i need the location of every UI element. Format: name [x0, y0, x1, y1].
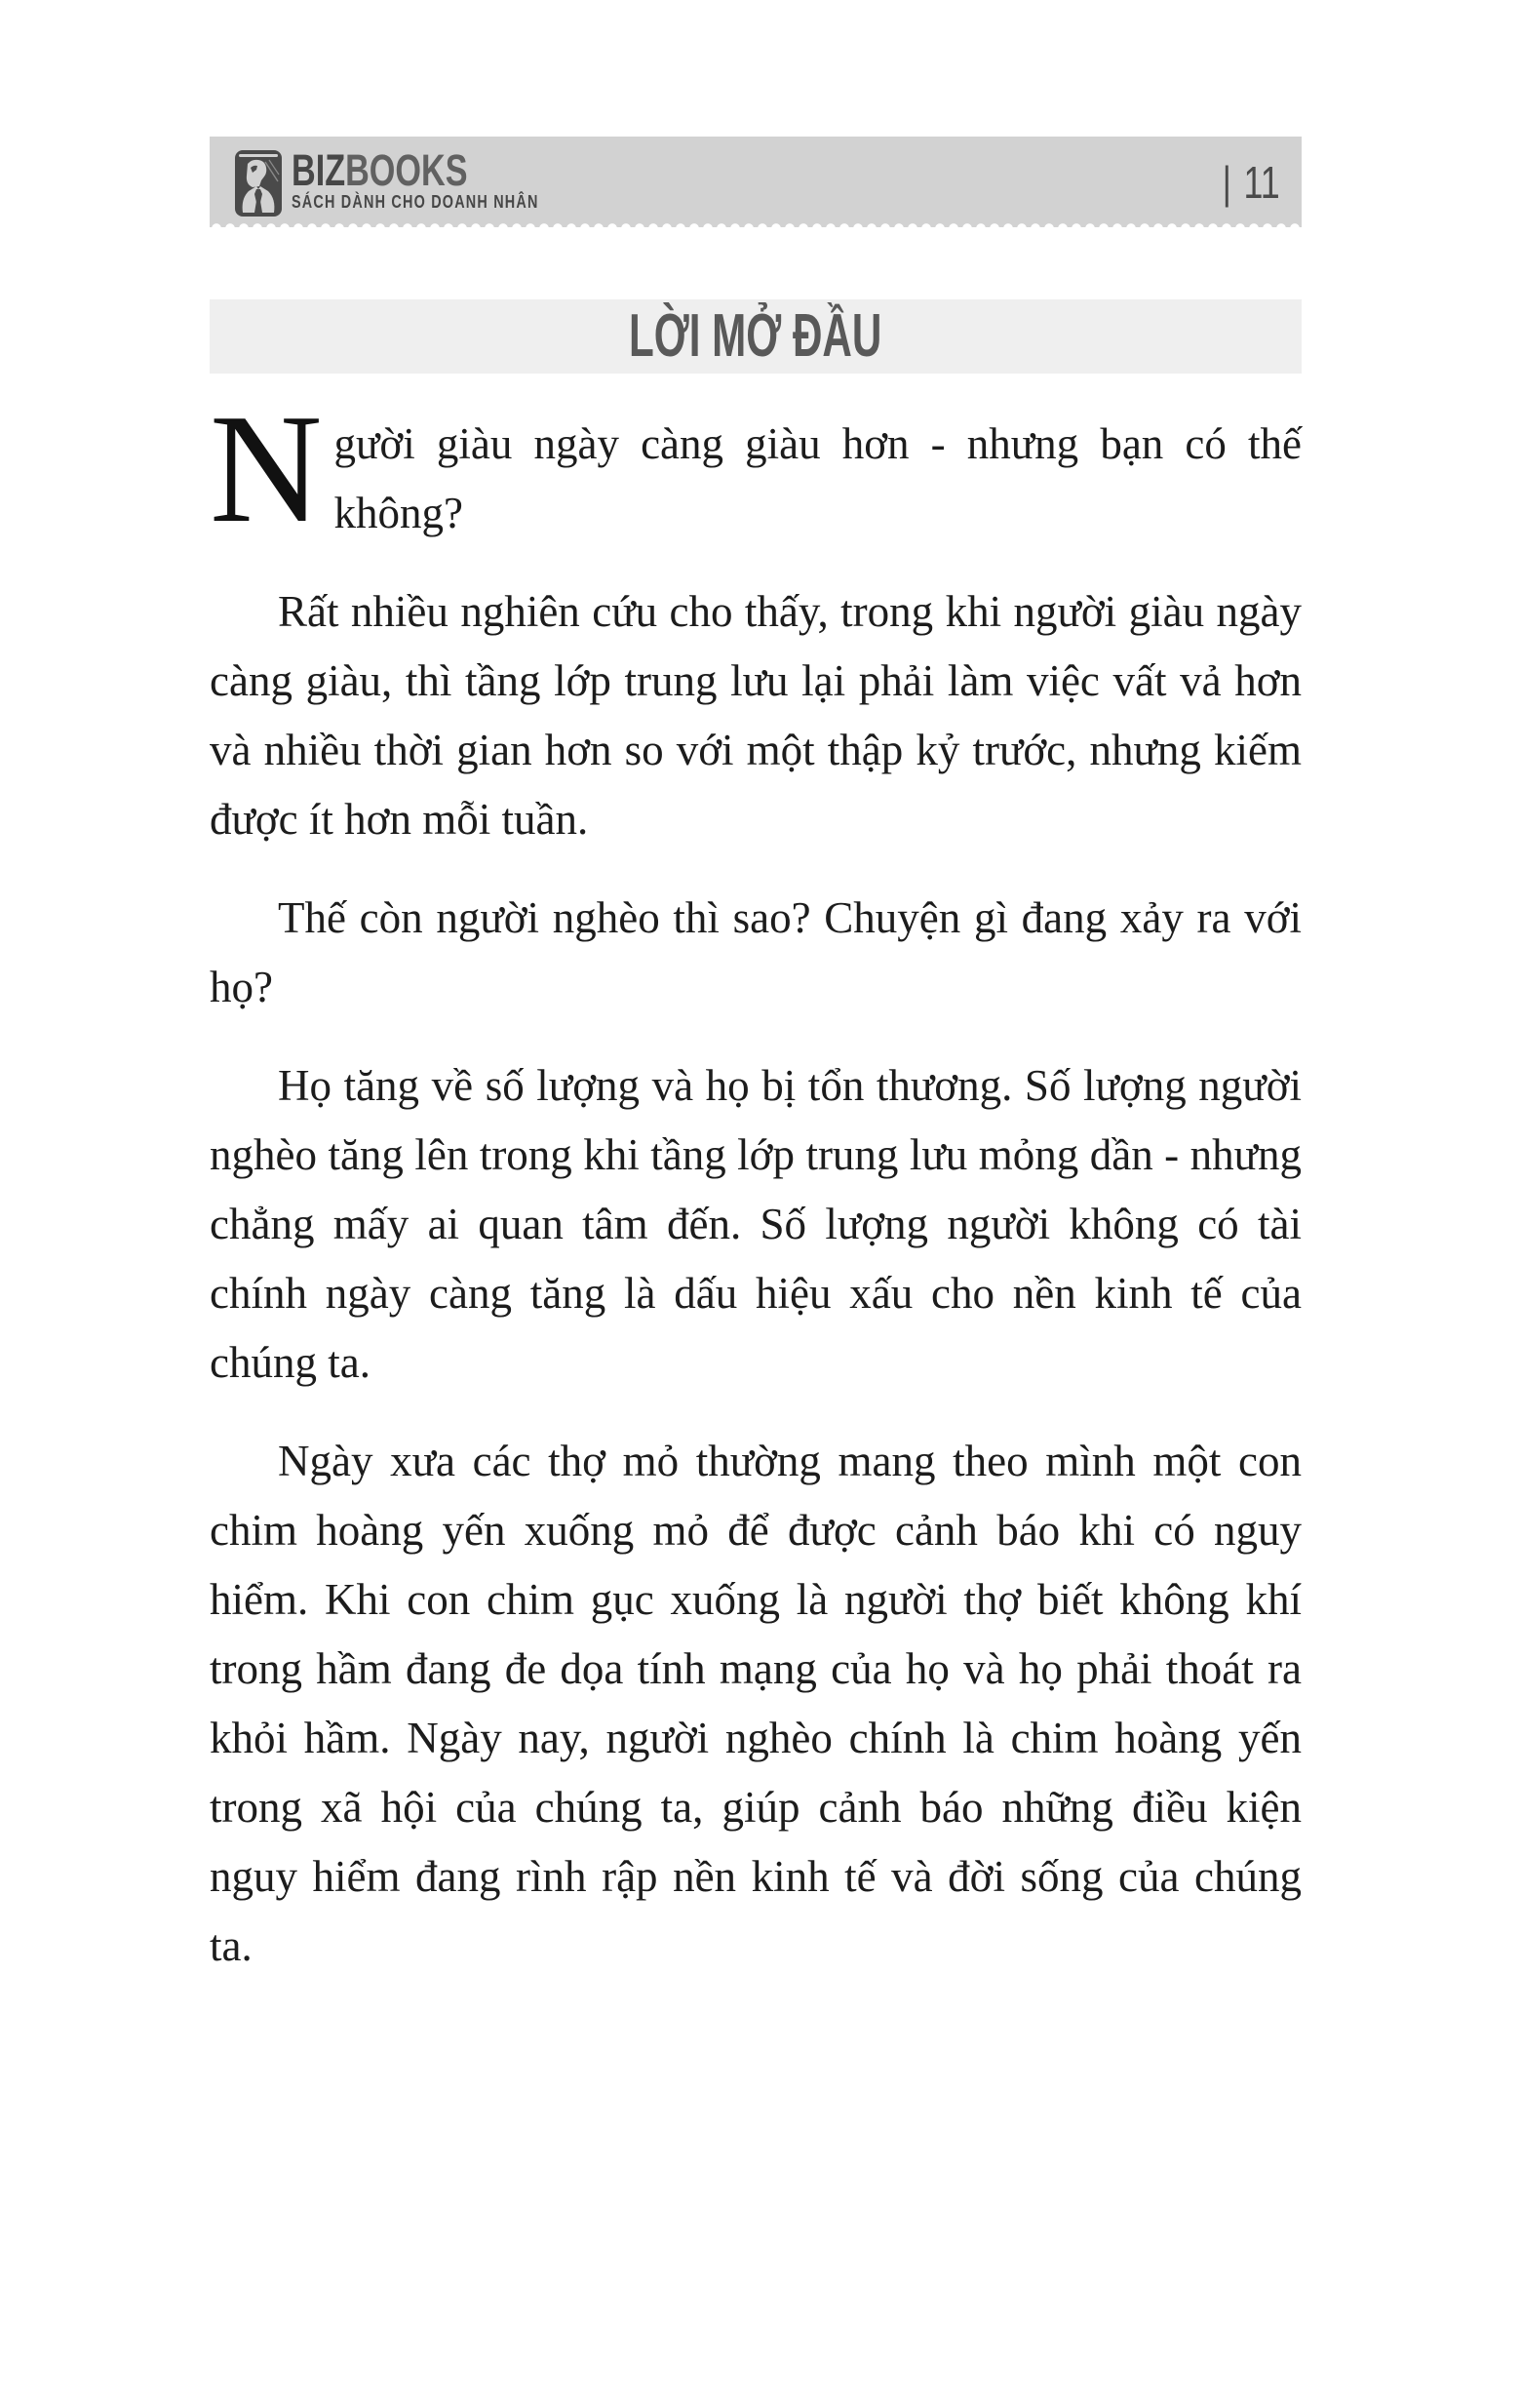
brand-bold: BIZ: [292, 145, 346, 195]
paragraph: Rất nhiều nghiên cứu cho thấy, trong khi người giàu ngày càng giàu, thì tầng lớp trung lưu lại phải làm việc vất vả hơn và nhiều thời gian hơn so với một thập kỷ trước, nhưng kiếm được ít hơn mỗi tuần.: [210, 587, 1302, 844]
businessman-book-icon: [235, 148, 282, 217]
page-number-separator: |: [1222, 156, 1232, 208]
body-text: [210, 381, 1302, 2010]
paragraph: Ngày xưa các thợ mỏ thường mang theo mình một con chim hoàng yến xuống mỏ để được cảnh báo khi có nguy hiểm. Khi con chim gục xuống là người thợ biết không khí trong hầm đang đe dọa tính mạng của họ và họ phải thoát ra khỏi hầm. Ngày nay, người nghèo chính là chim hoàng yến trong xã hội của chúng ta, giúp cảnh báo những điều kiện nguy hiểm đang rình rập nền kinh tế và đời sống của chúng ta.: [210, 1437, 1302, 1970]
section-title: LỜI MỞ ĐẦU: [629, 302, 882, 370]
page-number: [1223, 137, 1280, 227]
section-title-banner: [210, 299, 1302, 374]
intro-paragraph: [210, 381, 1302, 555]
page-number-value: 11: [1243, 156, 1280, 208]
drop-cap: N: [210, 381, 323, 555]
brand-block: [292, 145, 601, 213]
brand-text: [292, 145, 526, 195]
brand-light: BOOKS: [345, 145, 468, 195]
bizbooks-logo: [235, 145, 601, 217]
intro-paragraph-text: gười giàu ngày càng giàu hơn - nhưng bạn có thế không?: [333, 419, 1302, 537]
paragraph: Họ tăng về số lượng và họ bị tổn thương. Số lượng người nghèo tăng lên trong khi tầng lớp trung lưu mỏng dần - nhưng chẳng mấy ai quan tâm đến. Số lượng người không có tài chính ngày càng tăng là dấu hiệu xấu cho nền kinh tế của chúng ta.: [210, 1061, 1302, 1387]
paragraph: Thế còn người nghèo thì sao? Chuyện gì đang xảy ra với họ?: [210, 893, 1302, 1011]
brand-tagline: SÁCH DÀNH CHO DOANH NHÂN: [292, 192, 539, 212]
header-banner: [210, 137, 1302, 227]
